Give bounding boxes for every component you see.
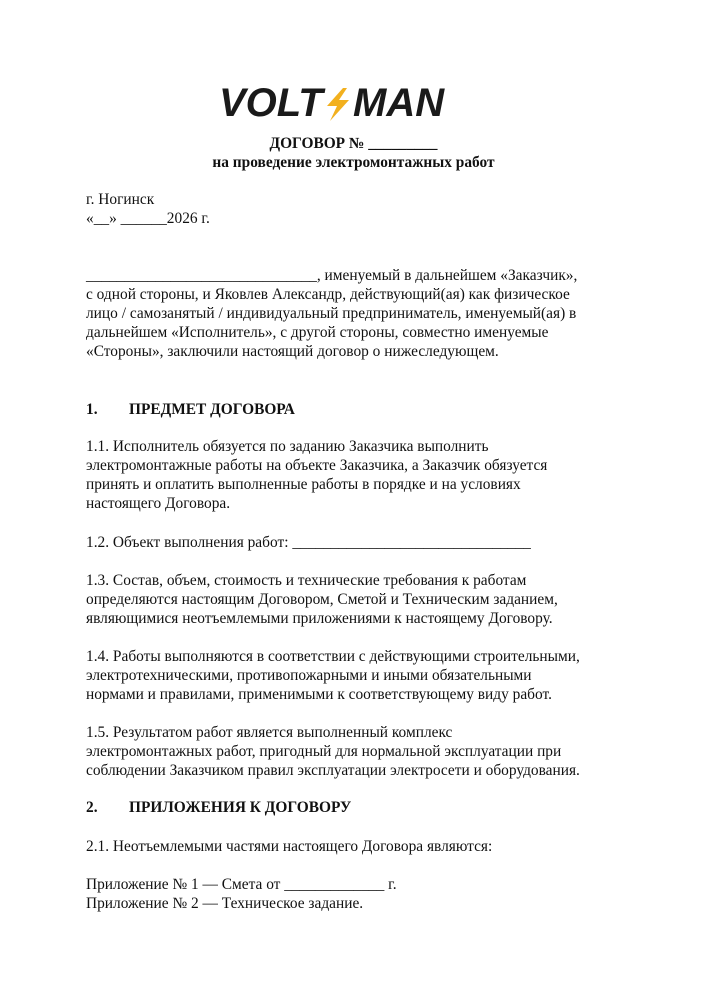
logo-text-right: MAN	[353, 82, 445, 124]
clause-line: являющимися неотъемлемыми приложениями к настоящему Договору.	[86, 610, 553, 627]
preamble-line: дальнейшем «Исполнитель», с другой стороны, совместно именуемые	[86, 324, 549, 341]
section-1-number: 1.	[86, 401, 98, 418]
document-title	[0, 134, 707, 172]
clause-line: 1.3. Состав, объем, стоимость и технические требования к работам	[86, 572, 527, 589]
section-2-heading	[86, 798, 626, 817]
clause-1-1	[86, 437, 626, 513]
clause-2-1: 2.1. Неотъемлемыми частями настоящего Договора являются:	[86, 838, 493, 855]
clause-line: электромонтажные работы на объекте Заказчика, а Заказчик обязуется	[86, 457, 548, 474]
title-line-1: ДОГОВОР № _________	[269, 135, 438, 152]
clause-1-5	[86, 723, 626, 780]
clause-line: 1.4. Работы выполняются в соответствии с действующими строительными,	[86, 648, 580, 665]
clause-line: настоящего Договора.	[86, 495, 231, 512]
voltman-logo	[134, 82, 574, 132]
place: г. Ногинск	[86, 191, 155, 208]
clause-line: электромонтажных работ, пригодный для нормальной эксплуатации при	[86, 743, 562, 760]
clause-1-3	[86, 571, 626, 628]
place-and-date	[86, 190, 626, 228]
preamble-line: «Стороны», заключили настоящий договор о нижеследующем.	[86, 343, 499, 360]
lightning-bolt-icon	[327, 88, 349, 121]
appendix-2: Приложение № 2 — Техническое задание.	[86, 895, 364, 912]
appendix-1: Приложение № 1 — Смета от _____________ г.	[86, 876, 397, 893]
section-2-title: ПРИЛОЖЕНИЯ К ДОГОВОРУ	[129, 799, 352, 816]
section-2-number: 2.	[86, 799, 98, 816]
clause-line: 1.1. Исполнитель обязуется по заданию Заказчика выполнить	[86, 438, 489, 455]
appendix-list	[86, 875, 626, 913]
clause-line: нормами и правилами, применимыми к соответствующему виду работ.	[86, 686, 552, 703]
clause-line: 1.5. Результатом работ является выполненный комплекс	[86, 724, 453, 741]
logo-text-left: VOLT	[219, 82, 323, 124]
clause-line: электротехническими, противопожарными и иными обязательными	[86, 667, 532, 684]
section-1-heading	[86, 400, 626, 419]
preamble-line: с одной стороны, и Яковлев Александр, действующий(ая) как физическое	[86, 286, 570, 303]
section-1-title: ПРЕДМЕТ ДОГОВОРА	[129, 401, 295, 418]
preamble-line: ______________________________, именуемый в дальнейшем «Заказчик»,	[86, 267, 578, 284]
preamble	[86, 266, 626, 361]
clause-line: соблюдении Заказчиком правил эксплуатации электросети и оборудования.	[86, 762, 580, 779]
clause-line: определяются настоящим Договором, Сметой и Техническим заданием,	[86, 591, 558, 608]
clause-1-4	[86, 647, 626, 704]
date: «__» ______2026 г.	[86, 210, 210, 227]
clause-line: принять и оплатить выполненные работы в порядке и на условиях	[86, 476, 521, 493]
title-line-2: на проведение электромонтажных работ	[212, 154, 495, 171]
logo-graphic	[219, 82, 489, 124]
preamble-line: лицо / самозанятый / индивидуальный предприниматель, именуемый(ая) в	[86, 305, 577, 322]
clause-1-2: 1.2. Объект выполнения работ: _______________________________	[86, 534, 531, 551]
